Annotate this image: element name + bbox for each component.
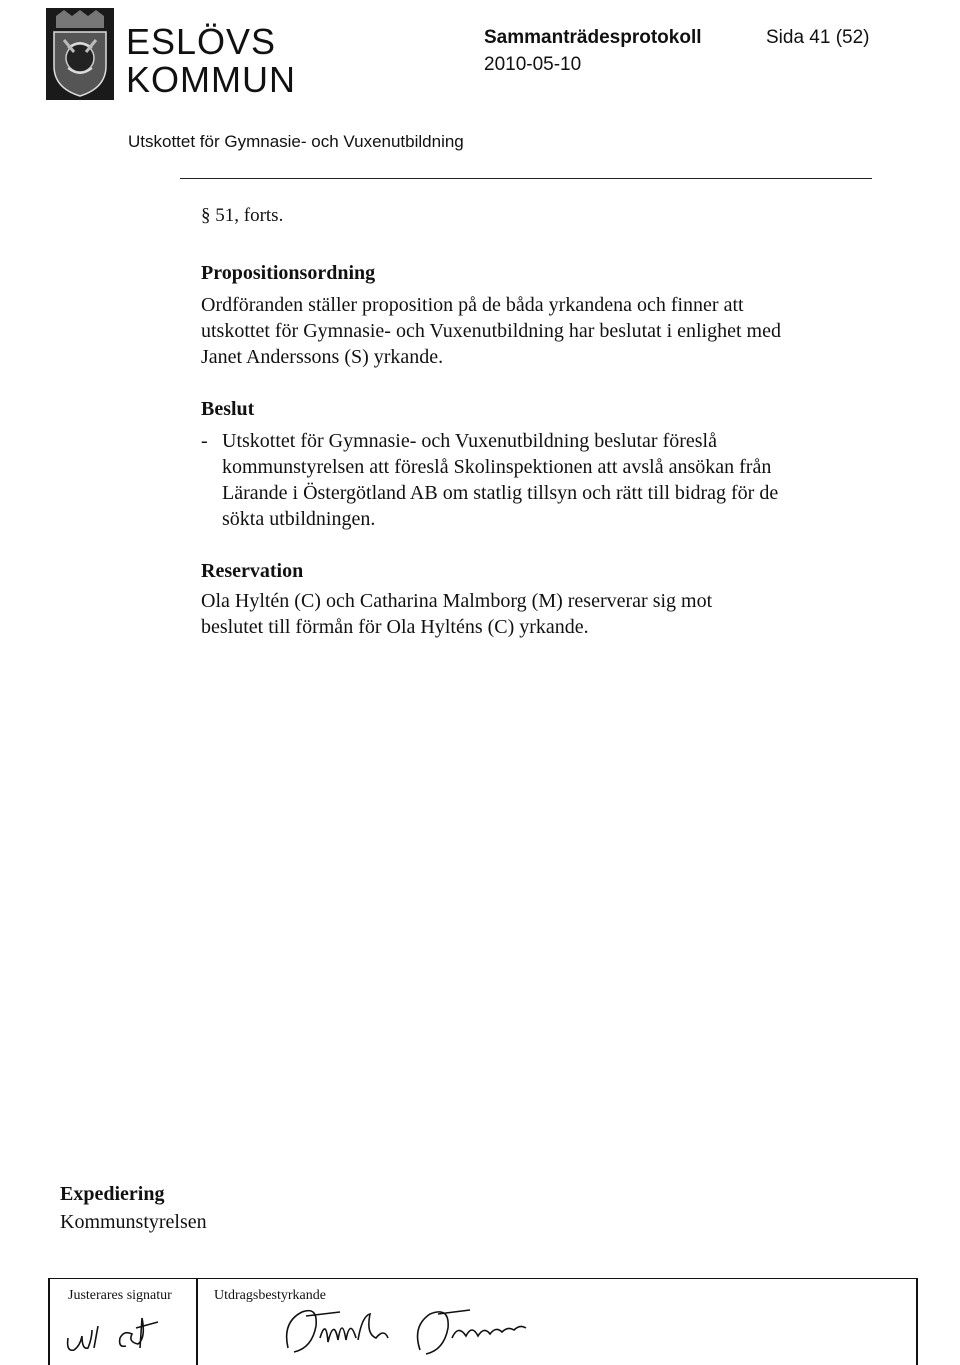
header-divider	[180, 178, 872, 179]
committee-name: Utskottet för Gymnasie- och Vuxenutbildning	[128, 132, 464, 151]
signature-box-right-border	[916, 1279, 918, 1365]
extract-certification-label: Utdragsbestyrkande	[214, 1288, 326, 1303]
paragraph-reference: § 51, forts.	[201, 205, 284, 226]
decision-bullet-dash: -	[201, 430, 208, 452]
signature-label: Justerares signatur	[68, 1288, 172, 1303]
section-heading-propositionsordning: Propositionsordning	[201, 262, 376, 284]
org-name-line2: KOMMUN	[126, 59, 296, 100]
section-text-reservation: Ola Hyltén (C) och Catharina Malmborg (M) reserverar sig mot beslutet till förmån för Ola Hylténs (C) yrkande.	[201, 590, 713, 638]
signature-box-divider	[196, 1279, 198, 1365]
adjuster-signature-initials	[62, 1308, 182, 1358]
expediering-recipient: Kommunstyrelsen	[60, 1211, 207, 1233]
org-name-line1: ESLÖVS	[126, 21, 277, 62]
section-text-propositionsordning: Ordföranden ställer proposition på de båda yrkandena och finner att utskottet för Gymnasie- och Vuxenutbildning har beslutat i enlighet med Janet Anderssons (S) yrkande.	[201, 294, 781, 368]
page-number: Sida 41 (52)	[766, 27, 870, 48]
document-date: 2010-05-10	[484, 54, 582, 75]
expediering-heading: Expediering	[60, 1183, 165, 1205]
section-heading-reservation: Reservation	[201, 560, 304, 582]
signature-box-left-border	[48, 1279, 50, 1365]
section-heading-beslut: Beslut	[201, 398, 255, 420]
document-type: Sammanträdesprotokoll	[484, 27, 702, 48]
section-text-beslut: Utskottet för Gymnasie- och Vuxenutbildning beslutar föreslå kommunstyrelsen att föreslå Skolinspektionen att avslå ansökan från Lärande i Östergötland AB om statlig tillsyn och rätt till bidrag för de sökta utbildningen.	[222, 430, 779, 530]
municipal-crest-logo	[46, 8, 114, 100]
certifier-signatures	[280, 1298, 570, 1360]
